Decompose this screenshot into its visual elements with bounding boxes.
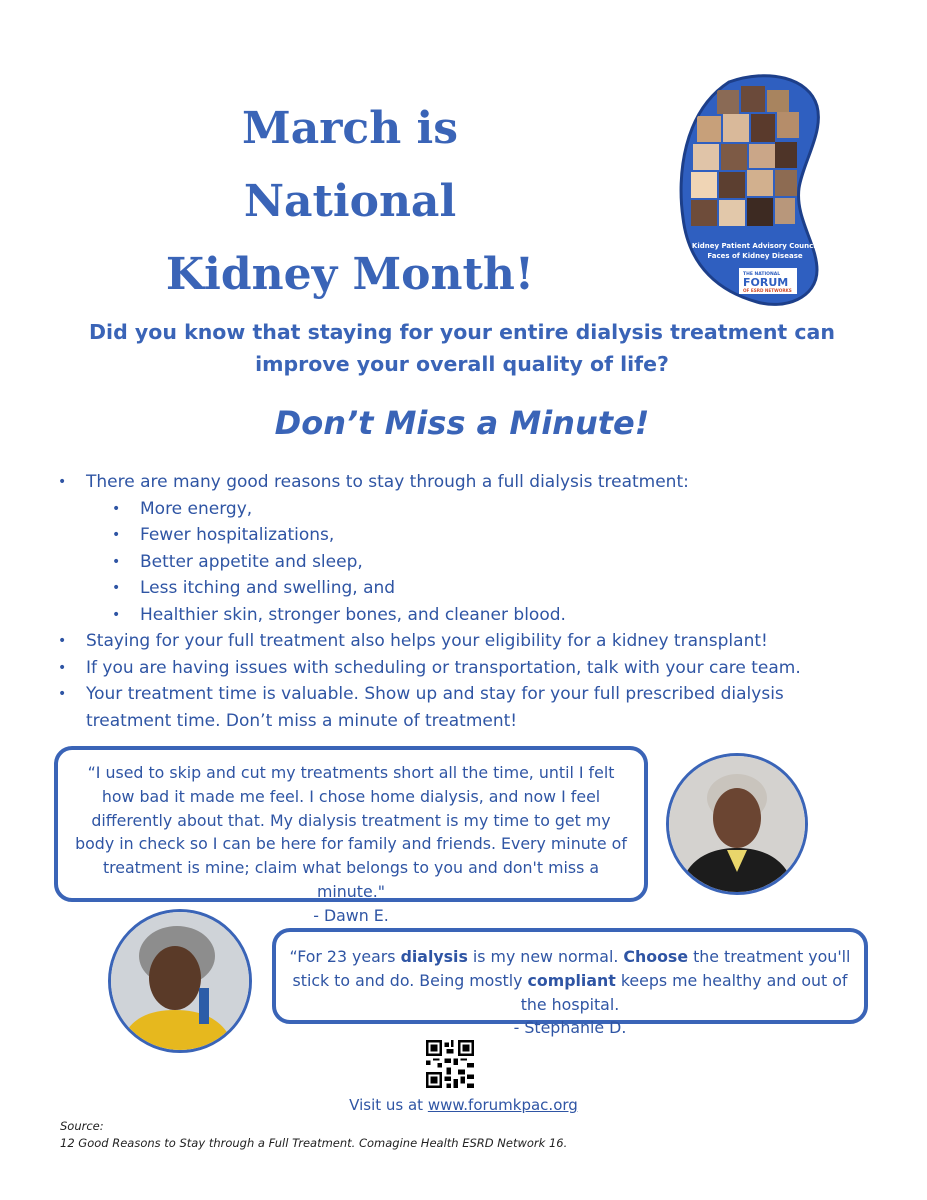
forum-logo-main: FORUM — [743, 276, 789, 289]
bullet-valuable: • Your treatment time is valuable. Show up and stay for your full prescribed dialysis treatment time. Don’t miss a minute of treatment! — [58, 681, 858, 734]
page-title — [130, 92, 570, 311]
title-line-1: March is — [242, 103, 458, 154]
stephanie-photo — [108, 909, 252, 1053]
title-line-2: National — [243, 176, 457, 227]
qr-code[interactable] — [426, 1040, 474, 1088]
quote-box-stephanie — [272, 928, 868, 1038]
quote-emphasis: dialysis — [400, 947, 468, 966]
reason-item: • More energy, — [58, 496, 858, 523]
bullet-intro: • There are many good reasons to stay through a full dialysis treatment: — [58, 469, 858, 496]
quote-text — [288, 945, 852, 1016]
kpac-faces-badge — [677, 72, 827, 308]
quote-box-dawn — [54, 746, 648, 925]
bullet-issues: • If you are having issues with scheduling or transportation, talk with your care team. — [58, 655, 858, 682]
title-line-3: Kidney Month! — [165, 249, 535, 300]
quote-emphasis: Choose — [623, 947, 689, 966]
visit-line — [0, 1096, 927, 1114]
quote-text: “I used to skip and cut my treatments short all the time, until I felt how bad it made me feel. I chose home dialysis, and now I feel differently about that. My dialysis treatment is my time to get my body in check so I can be here for family and friends. Every minute of treatment is mine; claim what belongs to you and don't miss a minute." — [75, 763, 627, 901]
reason-item: • Healthier skin, stronger bones, and cleaner blood. — [58, 602, 858, 629]
reason-item: • Less itching and swelling, and — [58, 575, 858, 602]
badge-line-1: Kidney Patient Advisory Council — [691, 242, 819, 250]
bullet-transplant: • Staying for your full treatment also helps your eligibility for a kidney transplant! — [58, 628, 858, 655]
quote-fragment: is my new normal. — [467, 947, 624, 966]
quote-author: - Stephanie D. — [513, 1018, 627, 1038]
reasons-list — [58, 469, 858, 734]
quote-fragment: keeps me healthy and out of the hospital. — [520, 970, 848, 1014]
forum-logo-sub: OF ESRD NETWORKS — [743, 288, 792, 293]
intro-question: Did you know that staying for your entire dialysis treatment can improve your overall quality of life? — [89, 320, 835, 376]
slogan-heading: Don’t Miss a Minute! — [274, 404, 650, 442]
forum-logo-top: THE NATIONAL — [743, 272, 781, 277]
reason-item: • Fewer hospitalizations, — [58, 522, 858, 549]
quote-author: - Dawn E. — [313, 905, 389, 925]
reason-item: • Better appetite and sleep, — [58, 549, 858, 576]
source-text: 12 Good Reasons to Stay through a Full Treatment. Comagine Health ESRD Network 16. — [60, 1136, 568, 1150]
website-link[interactable]: www.forumkpac.org — [427, 1096, 578, 1114]
visit-label: Visit us at — [349, 1096, 428, 1114]
badge-line-2: Faces of Kidney Disease — [707, 252, 803, 260]
quote-fragment: “For 23 years — [289, 947, 401, 966]
source-label: Source: — [60, 1119, 104, 1133]
dawn-photo — [666, 753, 808, 895]
source-citation — [60, 1118, 567, 1152]
quote-fragment: the treatment you'll stick to and do. Being mostly — [292, 947, 851, 990]
quote-emphasis: compliant — [527, 970, 616, 990]
